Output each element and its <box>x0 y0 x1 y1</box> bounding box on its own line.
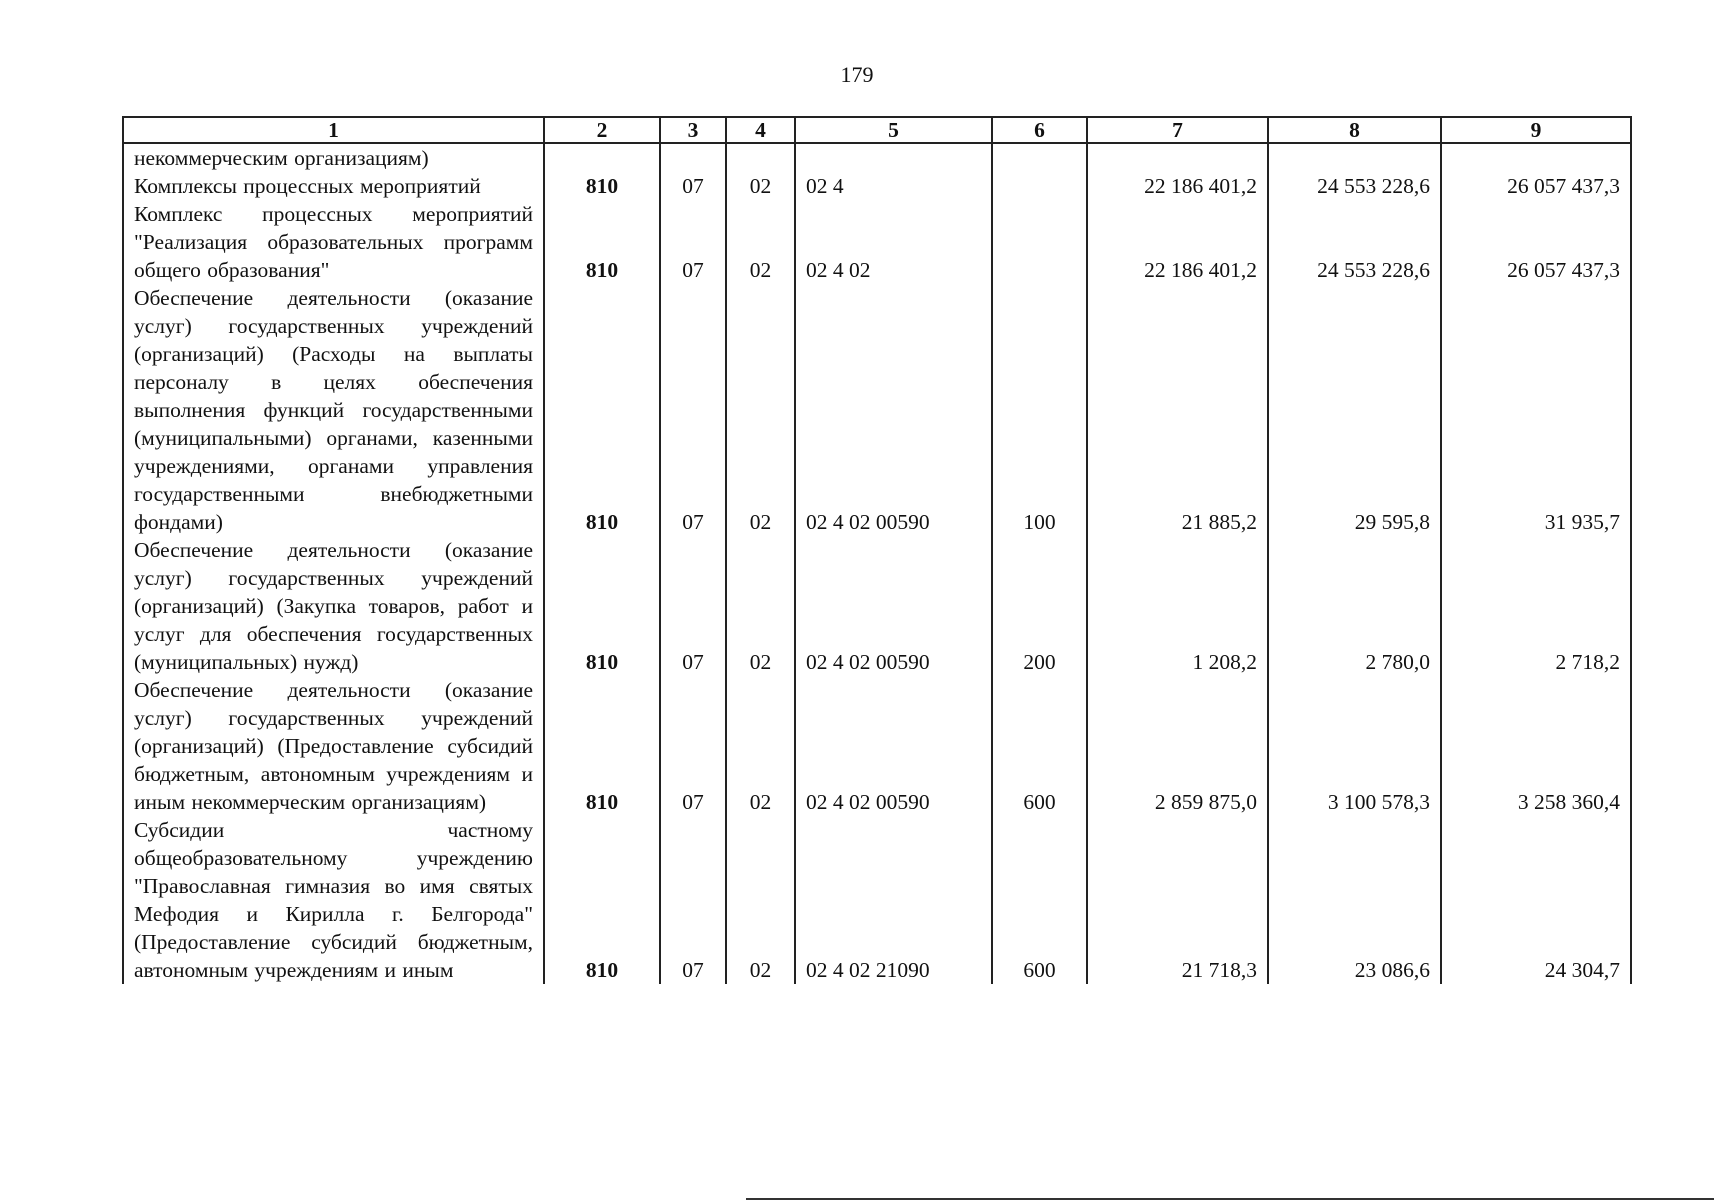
cell-subsection: 02 <box>726 536 795 676</box>
column-header-6: 6 <box>992 117 1087 143</box>
cell-admin-code: 810 <box>544 200 660 284</box>
cell-target-article: 02 4 02 21090 <box>795 816 992 984</box>
row-name: Обеспечение деятельности (оказание услуг) государственных учреждений (организаций) (Расходы на выплаты персоналу в целях обеспечения выполнения функций государственными (муниципальными) органами, казенными учреждениями, органами управления государственными внебюджетными фондами) <box>123 284 544 536</box>
cell-amount-col8: 24 553 228,6 <box>1268 172 1441 200</box>
cell-amount-col7: 22 186 401,2 <box>1087 172 1268 200</box>
table-row <box>123 172 1631 200</box>
cell-admin-code <box>544 143 660 172</box>
cell-amount-col8: 29 595,8 <box>1268 284 1441 536</box>
column-header-2: 2 <box>544 117 660 143</box>
cell-subsection: 02 <box>726 172 795 200</box>
cell-amount-col8 <box>1268 143 1441 172</box>
cell-amount-col9: 3 258 360,4 <box>1441 676 1631 816</box>
table-row <box>123 143 1631 172</box>
row-name: Обеспечение деятельности (оказание услуг) государственных учреждений (организаций) (Предоставление субсидий бюджетным, автономным учреждениям и иным некоммерческим организациям) <box>123 676 544 816</box>
column-header-9: 9 <box>1441 117 1631 143</box>
cell-amount-col9: 31 935,7 <box>1441 284 1631 536</box>
cell-amount-col8: 24 553 228,6 <box>1268 200 1441 284</box>
cell-target-article: 02 4 <box>795 172 992 200</box>
cell-section: 07 <box>660 816 726 984</box>
cell-amount-col7: 22 186 401,2 <box>1087 200 1268 284</box>
cell-admin-code: 810 <box>544 284 660 536</box>
cell-expense-type <box>992 200 1087 284</box>
cell-target-article: 02 4 02 00590 <box>795 536 992 676</box>
cell-section: 07 <box>660 172 726 200</box>
cell-admin-code: 810 <box>544 676 660 816</box>
cell-target-article <box>795 143 992 172</box>
cell-section: 07 <box>660 200 726 284</box>
cell-amount-col7: 21 885,2 <box>1087 284 1268 536</box>
row-name: Комплексы процессных мероприятий <box>123 172 544 200</box>
column-header-4: 4 <box>726 117 795 143</box>
table-row <box>123 816 1631 984</box>
cell-amount-col9: 26 057 437,3 <box>1441 172 1631 200</box>
row-name: Обеспечение деятельности (оказание услуг) государственных учреждений (организаций) (Закупка товаров, работ и услуг для обеспечения государственных (муниципальных) нужд) <box>123 536 544 676</box>
table-row <box>123 284 1631 536</box>
cell-amount-col7: 2 859 875,0 <box>1087 676 1268 816</box>
cell-expense-type <box>992 143 1087 172</box>
cell-target-article: 02 4 02 00590 <box>795 676 992 816</box>
cell-section <box>660 143 726 172</box>
column-header-8: 8 <box>1268 117 1441 143</box>
cell-subsection: 02 <box>726 676 795 816</box>
budget-table <box>122 116 1632 984</box>
row-name: Комплекс процессных мероприятий "Реализация образовательных программ общего образования" <box>123 200 544 284</box>
table-row <box>123 200 1631 284</box>
cell-amount-col8: 3 100 578,3 <box>1268 676 1441 816</box>
cell-subsection: 02 <box>726 284 795 536</box>
cell-amount-col8: 23 086,6 <box>1268 816 1441 984</box>
cell-amount-col7: 1 208,2 <box>1087 536 1268 676</box>
cell-target-article: 02 4 02 <box>795 200 992 284</box>
row-name: некоммерческим организациям) <box>123 143 544 172</box>
row-name: Субсидии частному общеобразовательному учреждению "Православная гимназия во имя святых Мефодия и Кирилла г. Белгорода" (Предоставление субсидий бюджетным, автономным учреждениям и иным <box>123 816 544 984</box>
cell-admin-code: 810 <box>544 816 660 984</box>
cell-expense-type: 100 <box>992 284 1087 536</box>
column-header-5: 5 <box>795 117 992 143</box>
cell-amount-col8: 2 780,0 <box>1268 536 1441 676</box>
cell-expense-type <box>992 172 1087 200</box>
cell-expense-type: 200 <box>992 536 1087 676</box>
cell-amount-col9: 2 718,2 <box>1441 536 1631 676</box>
table-row <box>123 536 1631 676</box>
cell-amount-col7 <box>1087 143 1268 172</box>
column-header-7: 7 <box>1087 117 1268 143</box>
cell-subsection <box>726 143 795 172</box>
cell-section: 07 <box>660 676 726 816</box>
cell-target-article: 02 4 02 00590 <box>795 284 992 536</box>
cell-amount-col9: 26 057 437,3 <box>1441 200 1631 284</box>
cell-expense-type: 600 <box>992 816 1087 984</box>
cell-section: 07 <box>660 284 726 536</box>
cell-amount-col9 <box>1441 143 1631 172</box>
column-header-3: 3 <box>660 117 726 143</box>
page-number: 179 <box>840 62 874 87</box>
column-header-1: 1 <box>123 117 544 143</box>
table-row <box>123 676 1631 816</box>
cell-subsection: 02 <box>726 816 795 984</box>
cell-expense-type: 600 <box>992 676 1087 816</box>
cell-amount-col9: 24 304,7 <box>1441 816 1631 984</box>
cell-admin-code: 810 <box>544 536 660 676</box>
cell-amount-col7: 21 718,3 <box>1087 816 1268 984</box>
cell-section: 07 <box>660 536 726 676</box>
cell-admin-code: 810 <box>544 172 660 200</box>
cell-subsection: 02 <box>726 200 795 284</box>
table-header-row <box>123 117 1631 143</box>
